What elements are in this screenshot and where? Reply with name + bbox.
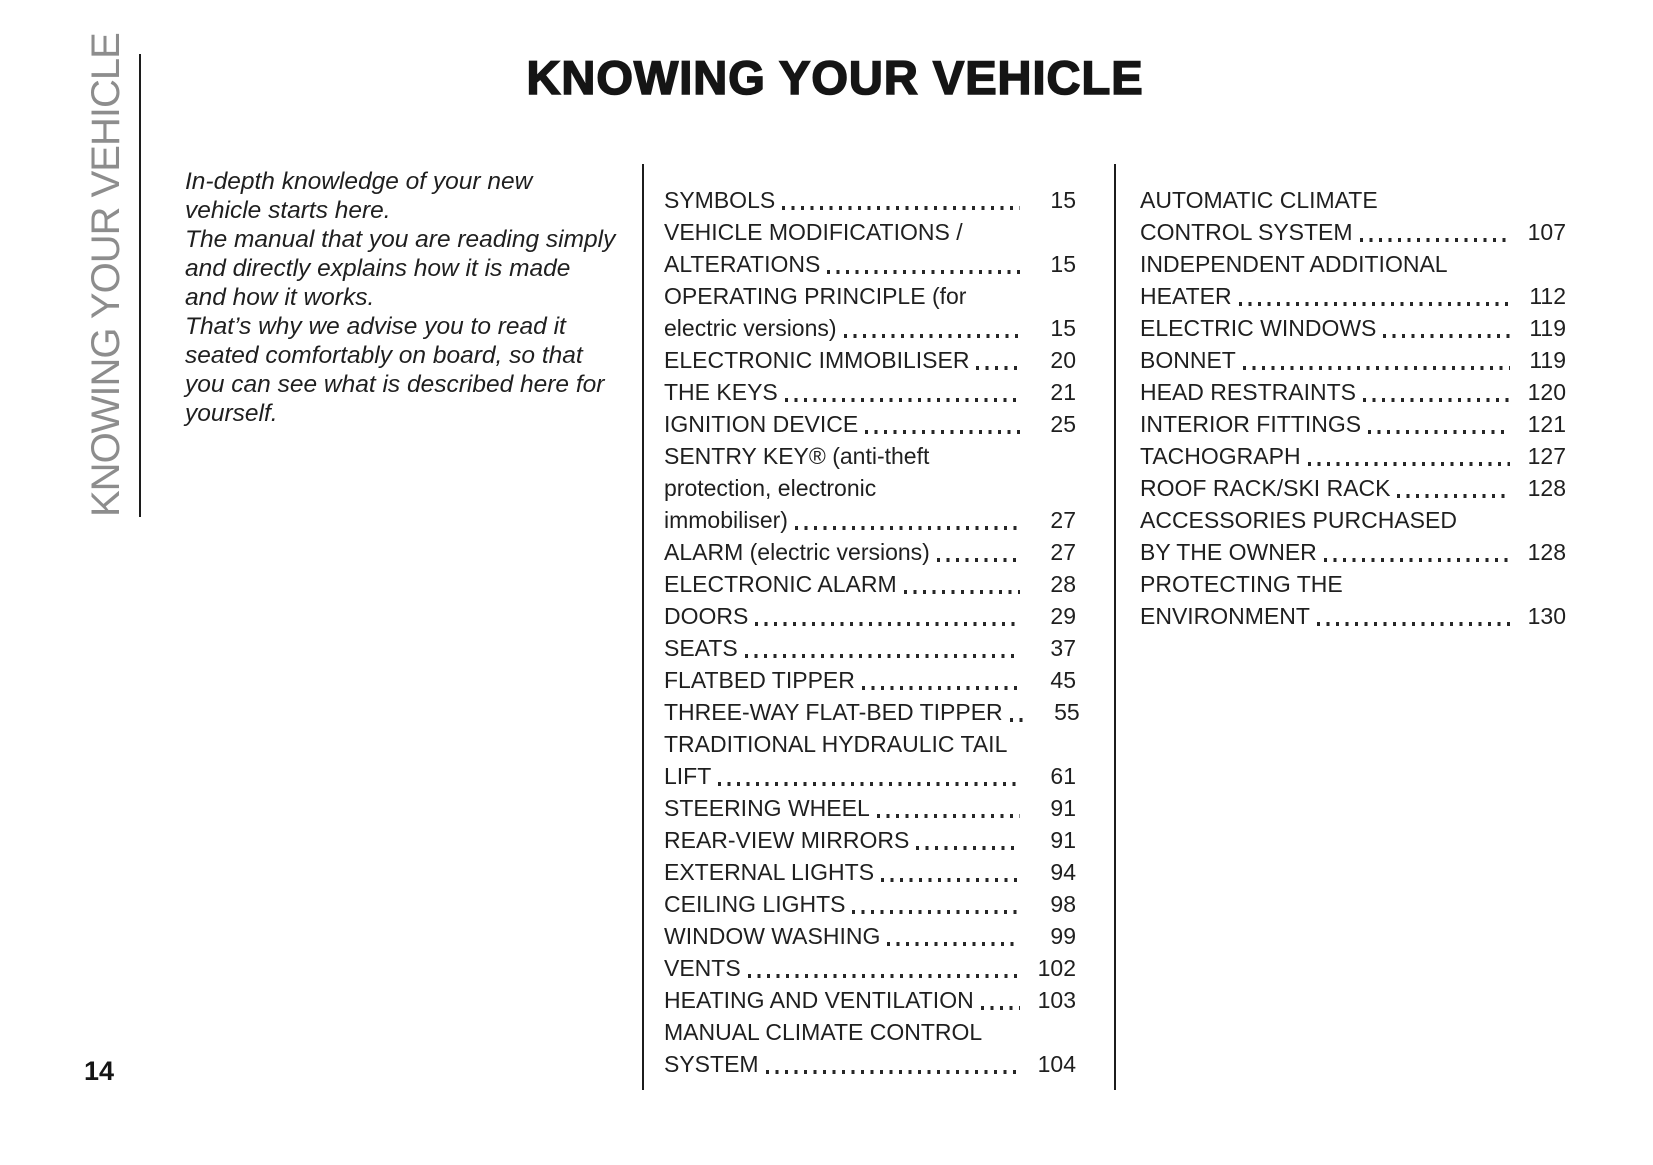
toc-entry <box>664 824 1076 856</box>
toc-entry <box>1140 568 1566 632</box>
toc-entry-label: THREE-WAY FLAT-BED TIPPER <box>664 699 1003 725</box>
dot-leader <box>785 398 1020 402</box>
toc-entry-page: 112 <box>1529 283 1566 309</box>
toc-entry-page: 45 <box>1050 667 1076 693</box>
toc-entry-page: 37 <box>1050 635 1076 661</box>
toc-entry-page: 103 <box>1037 987 1076 1013</box>
dot-leader <box>904 590 1020 594</box>
dot-leader <box>976 366 1020 370</box>
dot-leader <box>782 206 1020 210</box>
toc-entry <box>1140 248 1566 312</box>
toc-entry-page: 128 <box>1527 475 1566 501</box>
toc-entry-label: WINDOW WASHING <box>664 923 881 949</box>
toc-entry <box>1140 184 1566 248</box>
toc-entry-label-line: SENTRY KEY® (anti-theft <box>664 443 930 469</box>
toc-entry-label-line: TRADITIONAL HYDRAULIC TAIL <box>664 731 1008 757</box>
toc-entry-page: 27 <box>1050 507 1076 533</box>
toc-entry-label: STEERING WHEEL <box>664 795 870 821</box>
toc-entry-page: 120 <box>1527 379 1566 405</box>
toc-entry <box>1140 472 1566 504</box>
dot-leader <box>718 782 1020 786</box>
toc-entry <box>664 600 1076 632</box>
toc-entry-page: 55 <box>1054 699 1080 725</box>
intro-paragraph: That’s why we advise you to read it seated comfortably on board, so that you can see what is described here for yourself. <box>185 313 605 427</box>
dot-leader <box>916 846 1020 850</box>
toc-entry-label: IGNITION DEVICE <box>664 411 859 437</box>
dot-leader <box>745 654 1020 658</box>
toc-entry <box>664 1016 1076 1080</box>
toc-entry-label-line: INDEPENDENT ADDITIONAL <box>1140 251 1448 277</box>
dot-leader <box>937 558 1020 562</box>
toc-entry-page: 119 <box>1529 347 1566 373</box>
toc-entry <box>664 344 1076 376</box>
intro-text <box>185 167 630 428</box>
column-divider-right <box>1114 164 1116 1090</box>
toc-entry <box>664 920 1076 952</box>
toc-entry-page: 99 <box>1050 923 1076 949</box>
toc-column-1 <box>664 184 1080 1080</box>
toc-entry <box>664 376 1076 408</box>
toc-entry-label: ALARM (electric versions) <box>664 539 930 565</box>
toc-entry-page: 28 <box>1050 571 1076 597</box>
chapter-sidebar-label: KNOWING YOUR VEHICLE <box>84 33 128 517</box>
dot-leader <box>1317 622 1510 626</box>
toc-entry-label: LIFT <box>664 763 712 789</box>
dot-leader <box>881 878 1020 882</box>
toc-entry-label: ALTERATIONS <box>664 251 821 277</box>
toc-entry-page: 15 <box>1050 251 1076 277</box>
toc-entry-label-line: VEHICLE MODIFICATIONS / <box>664 219 963 245</box>
toc-entry-label-line: ACCESSORIES PURCHASED <box>1140 507 1457 533</box>
page-title: KNOWING YOUR VEHICLE <box>526 51 1144 104</box>
column-divider-left <box>642 164 644 1090</box>
toc-entry <box>664 280 1076 344</box>
dot-leader <box>1308 462 1510 466</box>
dot-leader <box>852 910 1020 914</box>
intro-paragraph: The manual that you are reading simply and directly explains how it is made and how it works. <box>185 226 616 311</box>
dot-leader <box>827 270 1020 274</box>
toc-entry-page: 20 <box>1050 347 1076 373</box>
toc-entry-label: CONTROL SYSTEM <box>1140 219 1353 245</box>
toc-entry-label: ELECTRONIC ALARM <box>664 571 897 597</box>
toc-entry <box>664 952 1076 984</box>
toc-entry <box>1140 312 1566 344</box>
toc-entry-page: 25 <box>1050 411 1076 437</box>
dot-leader <box>1239 302 1510 306</box>
toc-entry <box>664 408 1076 440</box>
toc-entry-page: 27 <box>1050 539 1076 565</box>
toc-entry-label-line: PROTECTING THE <box>1140 571 1343 597</box>
dot-leader <box>755 622 1020 626</box>
toc-entry-page: 91 <box>1050 795 1076 821</box>
toc-entry-label: BONNET <box>1140 347 1236 373</box>
toc-entry-page: 98 <box>1050 891 1076 917</box>
toc-entry <box>664 440 1076 536</box>
toc-entry-label: ELECTRONIC IMMOBILISER <box>664 347 970 373</box>
toc-entry-page: 61 <box>1050 763 1076 789</box>
intro-paragraph: In-depth knowledge of your new vehicle starts here. <box>185 168 533 224</box>
toc-entry-label-line: MANUAL CLIMATE CONTROL <box>664 1019 983 1045</box>
toc-entry-label: BY THE OWNER <box>1140 539 1317 565</box>
toc-entry-label: electric versions) <box>664 315 837 341</box>
toc-entry-label-line: OPERATING PRINCIPLE (for <box>664 283 967 309</box>
toc-entry <box>664 792 1076 824</box>
toc-entry-label: SYMBOLS <box>664 187 776 213</box>
toc-entry-label-line: AUTOMATIC CLIMATE <box>1140 187 1378 213</box>
sidebar-divider-rule <box>139 54 141 517</box>
toc-entry-label: ELECTRIC WINDOWS <box>1140 315 1377 341</box>
dot-leader <box>1243 366 1510 370</box>
toc-entry-page: 21 <box>1050 379 1076 405</box>
toc-entry-page: 15 <box>1050 187 1076 213</box>
toc-entry <box>664 728 1076 792</box>
dot-leader <box>1397 494 1510 498</box>
toc-entry <box>1140 408 1566 440</box>
toc-entry-page: 107 <box>1527 219 1566 245</box>
dot-leader <box>862 686 1020 690</box>
toc-entry-label: ENVIRONMENT <box>1140 603 1310 629</box>
toc-entry-label: ROOF RACK/SKI RACK <box>1140 475 1391 501</box>
toc-entry-label: DOORS <box>664 603 749 629</box>
toc-entry-page: 91 <box>1050 827 1076 853</box>
toc-entry-page: 29 <box>1050 603 1076 629</box>
toc-entry <box>664 184 1076 216</box>
toc-entry <box>664 568 1076 600</box>
toc-entry-label-line: protection, electronic <box>664 475 877 501</box>
toc-column-2 <box>1140 184 1566 632</box>
dot-leader <box>748 974 1020 978</box>
dot-leader <box>766 1070 1020 1074</box>
dot-leader <box>1363 398 1510 402</box>
dot-leader <box>795 526 1020 530</box>
dot-leader <box>865 430 1020 434</box>
toc-entry-label: HEAD RESTRAINTS <box>1140 379 1356 405</box>
toc-entry-label: HEATING AND VENTILATION <box>664 987 974 1013</box>
toc-entry <box>1140 344 1566 376</box>
toc-entry-page: 119 <box>1529 315 1566 341</box>
toc-entry <box>664 664 1076 696</box>
toc-entry-label: EXTERNAL LIGHTS <box>664 859 875 885</box>
dot-leader <box>1324 558 1510 562</box>
toc-entry <box>664 856 1076 888</box>
toc-entry <box>1140 376 1566 408</box>
toc-entry-page: 128 <box>1527 539 1566 565</box>
toc-entry-label: REAR-VIEW MIRRORS <box>664 827 910 853</box>
toc-entry-label: TACHOGRAPH <box>1140 443 1301 469</box>
toc-entry-label: SEATS <box>664 635 738 661</box>
toc-entry-label: CEILING LIGHTS <box>664 891 846 917</box>
toc-entry-label: THE KEYS <box>664 379 778 405</box>
toc-entry <box>664 536 1076 568</box>
dot-leader <box>877 814 1020 818</box>
dot-leader <box>887 942 1020 946</box>
toc-entry-label: immobiliser) <box>664 507 788 533</box>
toc-entry <box>664 888 1076 920</box>
toc-entry-label: VENTS <box>664 955 741 981</box>
toc-entry-page: 130 <box>1527 603 1566 629</box>
toc-entry <box>1140 440 1566 472</box>
toc-entry-label: HEATER <box>1140 283 1232 309</box>
toc-entry-page: 127 <box>1527 443 1566 469</box>
toc-entry <box>664 696 1080 728</box>
dot-leader <box>1383 334 1510 338</box>
dot-leader <box>981 1006 1020 1010</box>
toc-entry <box>1140 504 1566 568</box>
toc-entry-page: 15 <box>1050 315 1076 341</box>
dot-leader <box>844 334 1020 338</box>
page-number: 14 <box>84 1056 115 1086</box>
toc-entry <box>664 216 1076 280</box>
dot-leader <box>1360 238 1510 242</box>
dot-leader <box>1368 430 1510 434</box>
toc-entry-label: FLATBED TIPPER <box>664 667 855 693</box>
toc-entry-page: 102 <box>1037 955 1076 981</box>
dot-leader <box>1010 718 1024 722</box>
toc-entry <box>664 632 1076 664</box>
toc-entry-label: SYSTEM <box>664 1051 759 1077</box>
toc-entry-label: INTERIOR FITTINGS <box>1140 411 1362 437</box>
toc-entry-page: 94 <box>1050 859 1076 885</box>
toc-entry-page: 104 <box>1037 1051 1076 1077</box>
toc-entry-page: 121 <box>1527 411 1566 437</box>
toc-entry <box>664 984 1076 1016</box>
